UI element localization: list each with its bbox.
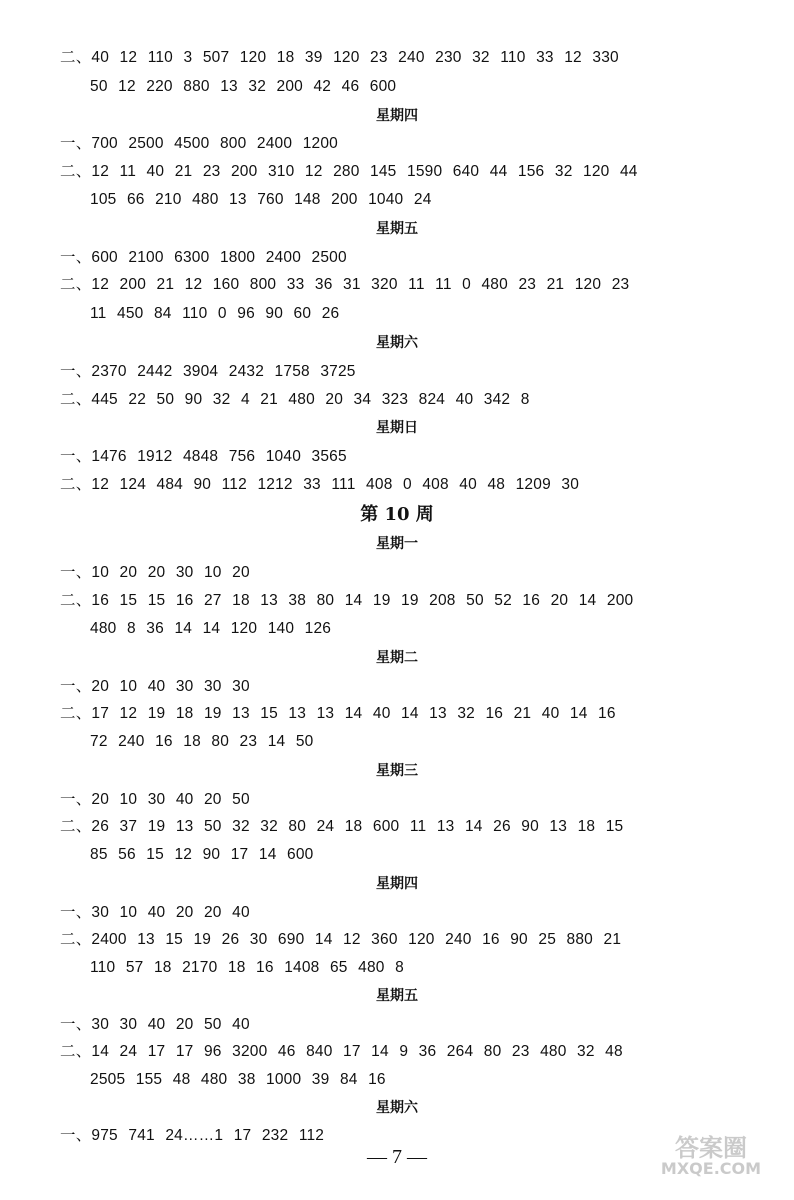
day-heading: 星期五 <box>376 221 418 237</box>
day-heading: 星期四 <box>376 876 418 892</box>
watermark-logo-text: 答案圈 <box>675 1134 747 1162</box>
answer-line: 二、14 24 17 17 96 3200 46 840 17 14 9 36 264 80 23 480 32 48 <box>60 1043 623 1060</box>
answer-line: 二、17 12 19 18 19 13 15 13 13 14 40 14 13 32 16 21 40 14 16 <box>60 705 616 722</box>
answer-line: 一、30 30 40 20 50 40 <box>60 1016 250 1033</box>
day-heading: 星期日 <box>376 420 418 436</box>
watermark-logo <box>636 1136 786 1186</box>
week-title: 第 10 周 <box>360 504 434 525</box>
answer-line: 二、40 12 110 3 507 120 18 39 120 23 240 230 32 110 33 12 330 <box>60 49 619 66</box>
answer-line: 2505 155 48 480 38 1000 39 84 16 <box>90 1071 386 1088</box>
answer-line: 二、12 11 40 21 23 200 310 12 280 145 1590 640 44 156 32 120 44 <box>60 163 638 180</box>
answer-line: 85 56 15 12 90 17 14 600 <box>90 846 314 863</box>
day-heading: 星期六 <box>376 1100 418 1116</box>
day-heading: 星期一 <box>376 536 418 552</box>
answer-line: 二、2400 13 15 19 26 30 690 14 12 360 120 240 16 90 25 880 21 <box>60 931 622 948</box>
answer-line: 11 450 84 110 0 96 90 60 26 <box>90 305 340 322</box>
answer-line: 二、445 22 50 90 32 4 21 480 20 34 323 824 40 342 8 <box>60 391 530 408</box>
answer-line: 二、12 124 484 90 112 1212 33 111 408 0 408 40 48 1209 30 <box>60 476 580 493</box>
day-heading: 星期四 <box>376 108 418 124</box>
answer-line: 一、2370 2442 3904 2432 1758 3725 <box>60 363 356 380</box>
page-number: — 7 — <box>367 1146 427 1168</box>
answer-line: 110 57 18 2170 18 16 1408 65 480 8 <box>90 959 404 976</box>
answer-line: 一、975 741 24……1 17 232 112 <box>60 1127 325 1144</box>
answer-line: 二、26 37 19 13 50 32 32 80 24 18 600 11 13 14 26 90 13 18 15 <box>60 818 624 835</box>
answer-line: 一、10 20 20 30 10 20 <box>60 564 250 581</box>
answer-line: 一、1476 1912 4848 756 1040 3565 <box>60 448 347 465</box>
answer-line: 一、600 2100 6300 1800 2400 2500 <box>60 249 347 266</box>
answer-line: 50 12 220 880 13 32 200 42 46 600 <box>90 78 397 95</box>
answer-line: 一、700 2500 4500 800 2400 1200 <box>60 135 338 152</box>
answer-line: 72 240 16 18 80 23 14 50 <box>90 733 314 750</box>
day-heading: 星期三 <box>376 763 418 779</box>
answer-line: 105 66 210 480 13 760 148 200 1040 24 <box>90 191 432 208</box>
day-heading: 星期二 <box>376 650 418 666</box>
watermark-url: MXQE.COM <box>660 1159 762 1178</box>
answer-line: 一、20 10 30 40 20 50 <box>60 791 250 808</box>
day-heading: 星期五 <box>376 988 418 1004</box>
answer-line: 二、16 15 15 16 27 18 13 38 80 14 19 19 208 50 52 16 20 14 200 <box>60 592 634 609</box>
answer-line: 480 8 36 14 14 120 140 126 <box>90 620 332 637</box>
answer-line: 一、30 10 40 20 20 40 <box>60 904 250 921</box>
answer-line: 一、20 10 40 30 30 30 <box>60 678 250 695</box>
answer-line: 二、12 200 21 12 160 800 33 36 31 320 11 11 0 480 23 21 120 23 <box>60 276 630 293</box>
day-heading: 星期六 <box>376 335 418 351</box>
